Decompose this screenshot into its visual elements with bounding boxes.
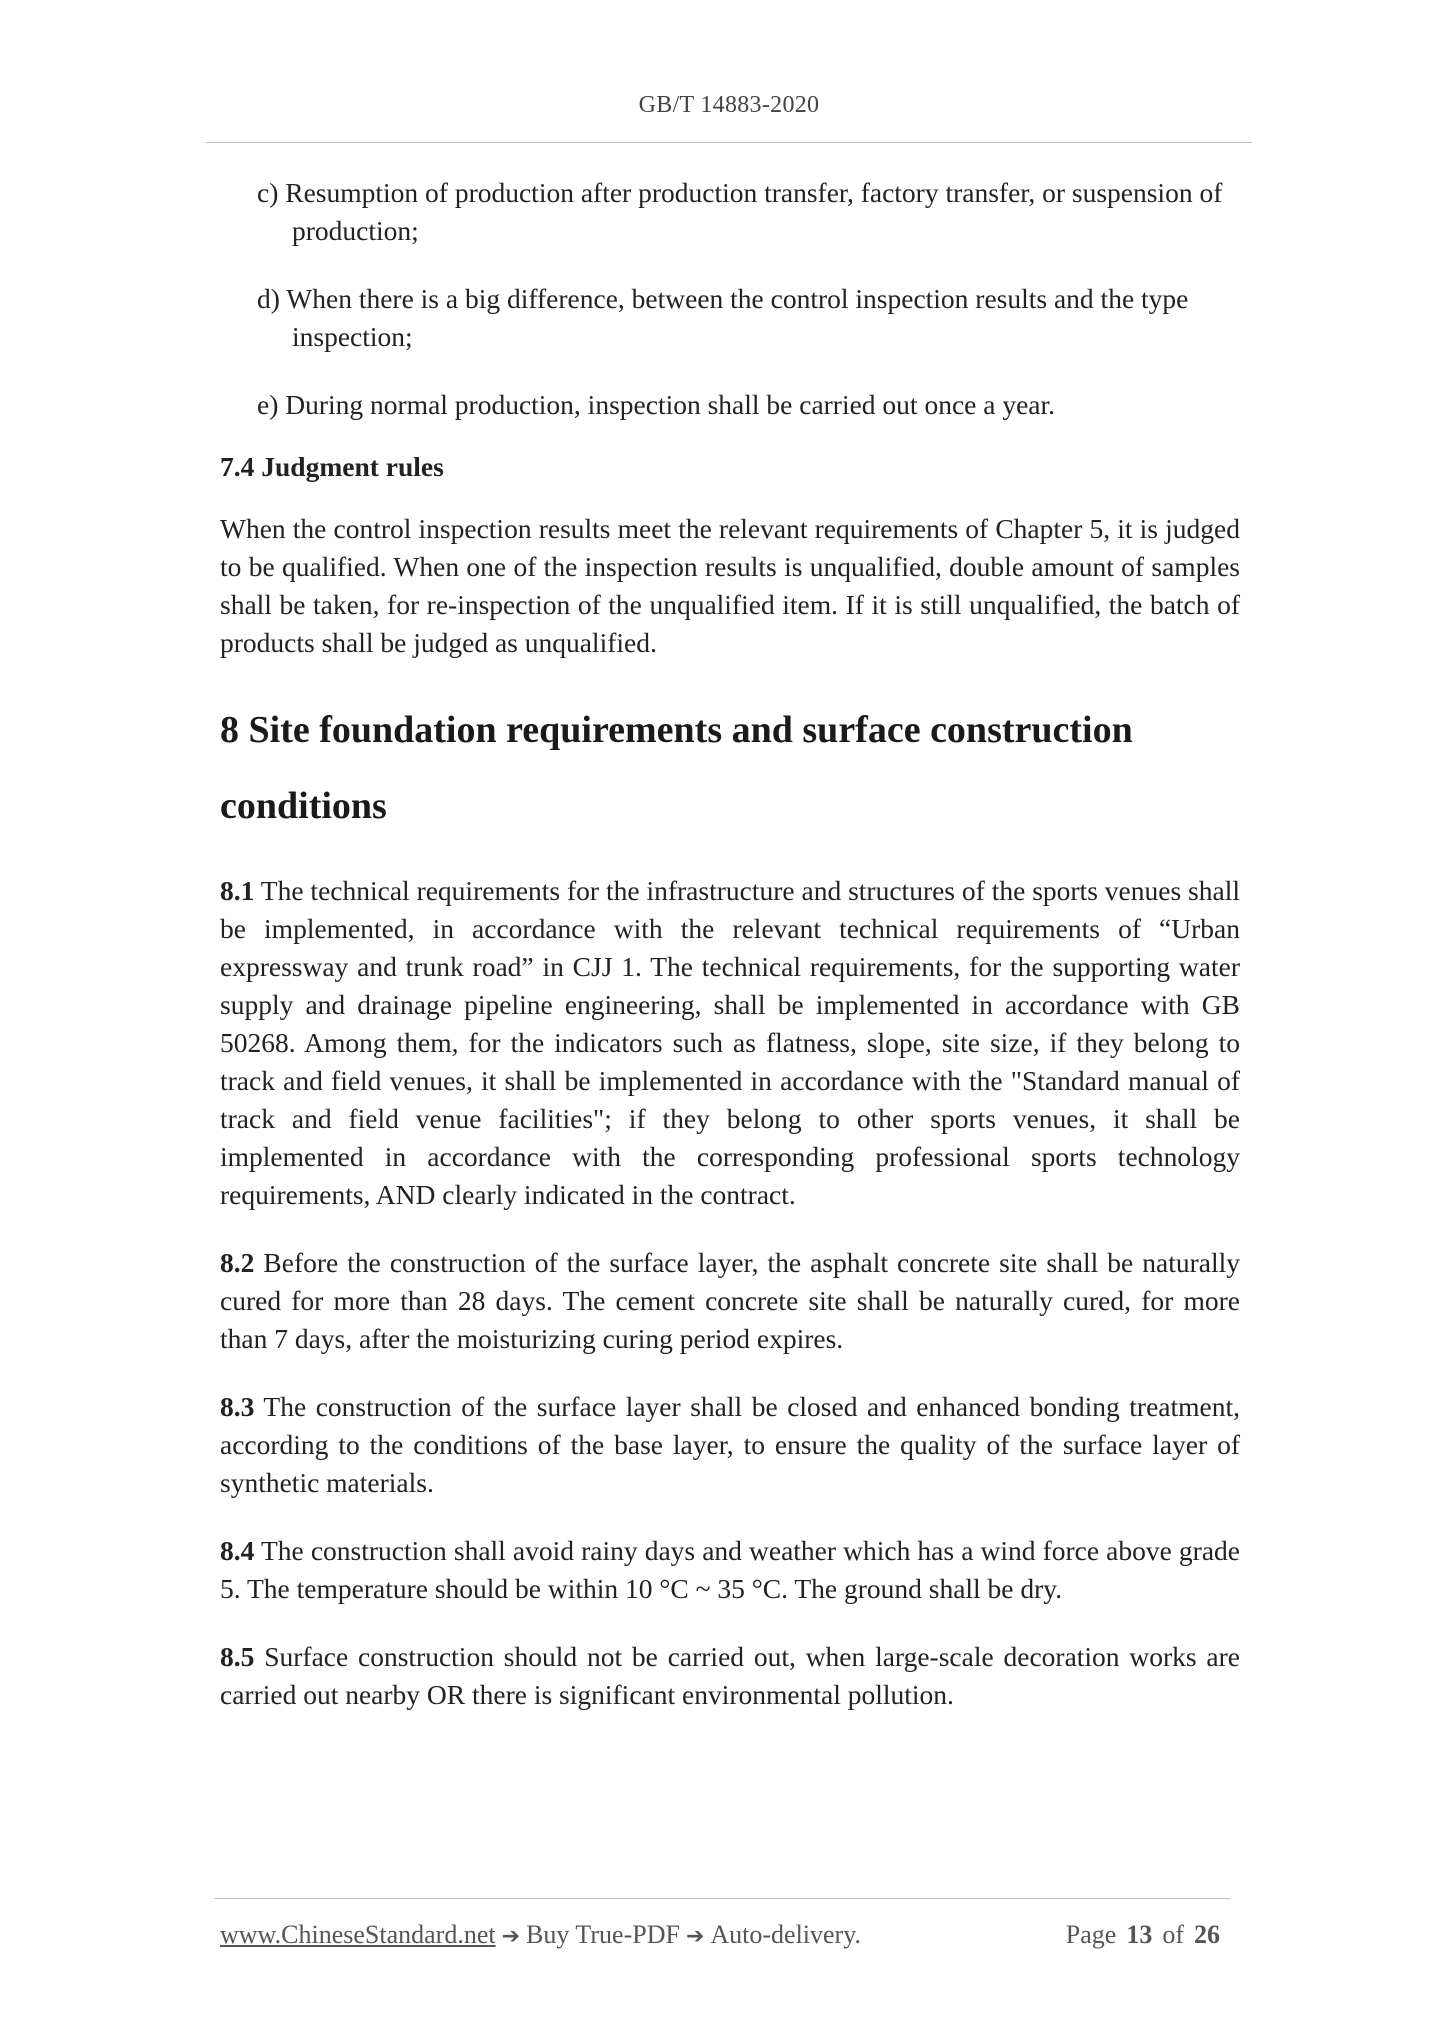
clause-number: 8.2 [220,1247,255,1278]
right-arrow-icon: ➔ [685,1924,705,1949]
footer-links [220,1920,861,1950]
section-heading: 8 Site foundation requirements and surface construction conditions [220,709,1133,827]
of-label: of [1162,1920,1184,1949]
buy-pdf-text: Buy True-PDF [526,1920,680,1949]
list-item-c: c) Resumption of production after production transfer, factory transfer, or suspension of production; [257,177,1223,246]
page-indicator [1066,1920,1230,1950]
list-item-d: d) When there is a big difference, between the control inspection results and the type inspection; [257,283,1189,352]
list-item-e: e) During normal production, inspection shall be carried out once a year. [257,389,1055,420]
clause-number: 8.4 [220,1535,255,1566]
subsection-paragraph: When the control inspection results meet the relevant requirements of Chapter 5, it is judged to be qualified. When one of the inspection results is unqualified, double amount of samples shall be taken, for re-inspection of the unqualified item. If it is still unqualified, the batch of products shall be judged as unqualified. [220,513,1240,658]
header-divider [206,142,1252,143]
clause-text: Before the construction of the surface layer, the asphalt concrete site shall be naturally cured for more than 28 days. The cement concrete site shall be naturally cured, for more than 7 days, after the moisturizing curing period expires. [220,1247,1240,1354]
clause-8-4 [220,1532,1240,1608]
subsection-heading: 7.4 Judgment rules [220,451,444,482]
current-page-number: 13 [1126,1920,1153,1949]
clause-8-1 [220,872,1240,1214]
clause-number: 8.1 [220,875,255,906]
auto-delivery-text: Auto-delivery. [710,1920,862,1949]
document-header: GB/T 14883-2020 [638,92,820,118]
clause-text: The technical requirements for the infrastructure and structures of the sports venues shall be implemented, in accordance with the relevant technical requirements of “Urban expressway and trunk road” in CJJ 1. The technical requirements, for the supporting water supply and drainage pipeline engineering, shall be implemented in accordance with GB 50268. Among them, for the indicators such as flatness, slope, site size, if they belong to track and field venues, it shall be implemented in accordance with the "Standard manual of track and field venue facilities"; if they belong to other sports venues, it shall be implemented in accordance with the corresponding professional sports technology requirements, AND clearly indicated in the contract. [220,875,1240,1210]
website-link[interactable]: www.ChineseStandard.net [220,1920,496,1949]
clause-text: The construction of the surface layer shall be closed and enhanced bonding treatment, according to the conditions of the base layer, to ensure the quality of the surface layer of synthetic materials. [220,1391,1240,1498]
clause-8-5 [220,1638,1240,1714]
clause-text: Surface construction should not be carried out, when large-scale decoration works are carried out nearby OR there is significant environmental pollution. [220,1641,1240,1710]
right-arrow-icon: ➔ [501,1924,521,1949]
clause-8-3 [220,1388,1240,1502]
clause-8-2 [220,1244,1240,1358]
clause-number: 8.3 [220,1391,255,1422]
total-page-number: 26 [1194,1920,1220,1949]
page-label: Page [1065,1920,1117,1949]
clause-number: 8.5 [220,1641,255,1672]
footer-divider [214,1898,1230,1899]
clause-text: The construction shall avoid rainy days and weather which has a wind force above grade 5. The temperature should be within 10 °C ~ 35 °C. The ground shall be dry. [220,1535,1240,1604]
page-content [220,174,1240,1744]
